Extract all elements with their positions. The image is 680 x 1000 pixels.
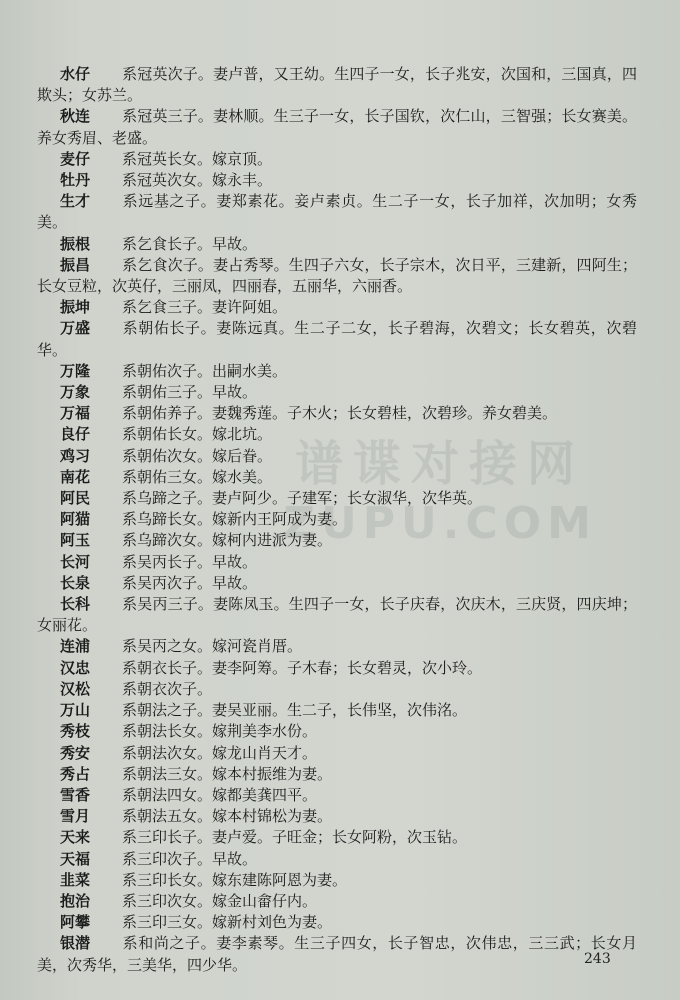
entry-name: 连浦 [60, 637, 91, 656]
entry-text: 系乌蹄之子。妻卢阿少。子建军；长女淑华，次华英。 [122, 489, 483, 508]
entry-text: 系朝法五女。嫁本村锦松为妻。 [122, 807, 333, 826]
entry-text: 系三印次女。嫁金山畲仔内。 [122, 891, 318, 910]
genealogy-entry [37, 318, 637, 360]
entry-text: 系乞食三子。妻许阿姐。 [122, 298, 288, 317]
entry-text: 系冠英次子。妻卢普，又王幼。生四子一女，长子兆安，次国和，三国真，四欺头；女苏兰。 [37, 65, 637, 105]
entry-name: 万盛 [60, 319, 91, 338]
entry-name: 长河 [60, 552, 91, 571]
genealogy-entry [37, 700, 637, 721]
entry-name: 秀安 [60, 743, 91, 762]
entry-text: 系吴丙之女。嫁河瓷肖厝。 [122, 637, 303, 656]
entry-text: 系朝衣长子。妻李阿筹。子木春；长女碧灵，次小玲。 [122, 658, 483, 677]
genealogy-entry [37, 509, 637, 530]
genealogy-entry [37, 382, 637, 403]
entry-text: 系朝佑次女。嫁后眷。 [122, 446, 273, 465]
entry-text: 系朝法四女。嫁都美龚四平。 [122, 785, 318, 804]
genealogy-entry [37, 721, 637, 742]
watermark-chinese: 谱谍对接网 [294, 436, 585, 492]
entry-name: 韭菜 [60, 870, 91, 889]
entry-name: 牡丹 [60, 171, 91, 190]
entry-text: 系朝法三女。嫁本村振维为妻。 [122, 764, 333, 783]
genealogy-entry [37, 679, 637, 700]
entry-name: 银潜 [60, 934, 91, 953]
entry-text: 系朝佑长女。嫁北坑。 [122, 425, 273, 444]
entry-name: 阿玉 [60, 531, 91, 550]
genealogy-entry [37, 297, 637, 318]
entry-text: 系冠英长女。嫁京顶。 [122, 149, 273, 168]
entry-name: 汉松 [60, 679, 91, 698]
genealogy-entry [37, 361, 637, 382]
genealogy-entry [37, 785, 637, 806]
entry-text: 系朝佑三女。嫁水美。 [122, 467, 273, 486]
genealogy-entry [37, 849, 637, 870]
entry-text: 系三印三女。嫁新村刘色为妻。 [122, 913, 333, 932]
entry-text: 系朝佑长子。妻陈远真。生二子二女，长子碧海，次碧文；长女碧英，次碧华。 [37, 319, 637, 359]
entry-name: 良仔 [60, 425, 91, 444]
entry-text: 系吴丙三子。妻陈凤玉。生四子一女，长子庆春，次庆木，三庆贤，四庆坤；女丽花。 [37, 595, 637, 635]
genealogy-entry [37, 891, 637, 912]
entry-text: 系三印次子。早故。 [122, 849, 258, 868]
genealogy-entry [37, 912, 637, 933]
entry-text: 系朝法次女。嫁龙山肖天才。 [122, 743, 318, 762]
genealogy-entry [37, 636, 637, 657]
entry-name: 雪香 [60, 785, 91, 804]
genealogy-entry [37, 234, 637, 255]
genealogy-entry [37, 827, 637, 848]
entry-name: 抱治 [60, 891, 91, 910]
entry-text: 系冠英次女。嫁永丰。 [122, 171, 273, 190]
genealogy-entry [37, 933, 637, 975]
entry-name: 万象 [60, 383, 91, 402]
entry-text: 系朝衣次子。 [122, 679, 213, 698]
genealogy-entry [37, 424, 637, 445]
entry-name: 天来 [60, 828, 91, 847]
entry-name: 万山 [60, 701, 91, 720]
genealogy-entry [37, 806, 637, 827]
entry-name: 雪月 [60, 807, 91, 826]
entry-text: 系乌蹄次女。嫁柯内进派为妻。 [122, 531, 333, 550]
entry-name: 万隆 [60, 361, 91, 380]
entry-text: 系远基之子。妻郑素花。妾卢素贞。生二子一女，长子加祥，次加明；女秀美。 [37, 192, 637, 232]
entry-text: 系三印长子。妻卢爱。子旺金；长女阿粉，次玉钻。 [122, 828, 468, 847]
entry-name: 阿猫 [60, 510, 91, 529]
genealogy-entry [37, 149, 637, 170]
page-number: 243 [584, 951, 611, 967]
entry-text: 系冠英三子。妻林顺。生三子一女，长子国钦，次仁山，三智强；长女赛美。养女秀眉、老盛。 [37, 107, 637, 147]
genealogy-entry [37, 255, 637, 297]
entry-name: 阿攀 [60, 913, 91, 932]
entry-text: 系乞食长子。早故。 [122, 234, 258, 253]
watermark-english: ZUPU.COM [283, 498, 597, 549]
entry-name: 万福 [60, 404, 91, 423]
entry-text: 系朝法长女。嫁荆美李水份。 [122, 722, 318, 741]
genealogy-entry [37, 552, 637, 573]
entry-text: 系吴丙长子。早故。 [122, 552, 258, 571]
entry-text: 系朝佑养子。妻魏秀莲。子木火；长女碧桂，次碧珍。养女碧美。 [122, 404, 558, 423]
genealogy-entry [37, 106, 637, 148]
genealogy-entry [37, 403, 637, 424]
genealogy-entry [37, 467, 637, 488]
entry-name: 汉忠 [60, 658, 91, 677]
genealogy-entry [37, 488, 637, 509]
entry-name: 阿民 [60, 489, 91, 508]
genealogy-entry [37, 191, 637, 233]
entry-text: 系三印长女。嫁东建陈阿恩为妻。 [122, 870, 348, 889]
entry-name: 生才 [60, 192, 91, 211]
entry-text: 系朝法之子。妻吴亚丽。生二子，长伟坚，次伟洺。 [122, 701, 468, 720]
entry-name: 振根 [60, 234, 91, 253]
entry-name: 长泉 [60, 573, 91, 592]
genealogy-entry [37, 743, 637, 764]
genealogy-entry [37, 64, 637, 106]
genealogy-entry [37, 170, 637, 191]
entry-name: 长科 [60, 595, 91, 614]
genealogy-entry-list [37, 64, 637, 976]
entry-text: 系和尚之子。妻李素琴。生三子四女，长子智忠，次伟忠，三三武；长女月美，次秀华，三美华，四少华。 [37, 934, 637, 974]
genealogy-entry [37, 658, 637, 679]
entry-text: 系朝佑次子。出嗣水美。 [122, 361, 288, 380]
entry-name: 水仔 [60, 65, 91, 83]
genealogy-entry [37, 446, 637, 467]
entry-name: 振昌 [60, 255, 91, 274]
entry-name: 秀占 [60, 764, 91, 783]
entry-name: 南花 [60, 467, 91, 486]
entry-name: 天福 [60, 849, 91, 868]
entry-text: 系乞食次子。妻占秀琴。生四子六女，长子宗木，次日平，三建新，四阿生；长女豆粒，次英仔，三丽凤，四丽春，五丽华，六丽香。 [37, 255, 637, 296]
genealogy-entry [37, 764, 637, 785]
entry-name: 秀枝 [60, 722, 91, 741]
entry-text: 系吴丙次子。早故。 [122, 573, 258, 592]
entry-text: 系朝佑三子。早故。 [122, 383, 258, 402]
entry-name: 振坤 [60, 298, 91, 317]
entry-name: 鸡习 [60, 446, 91, 465]
entry-text: 系乌蹄长女。嫁新内王阿成为妻。 [122, 510, 348, 529]
entry-name: 麦仔 [60, 149, 91, 168]
genealogy-entry [37, 870, 637, 891]
genealogy-entry [37, 573, 637, 594]
genealogy-entry [37, 594, 637, 636]
genealogy-entry [37, 530, 637, 551]
entry-name: 秋连 [60, 107, 91, 126]
